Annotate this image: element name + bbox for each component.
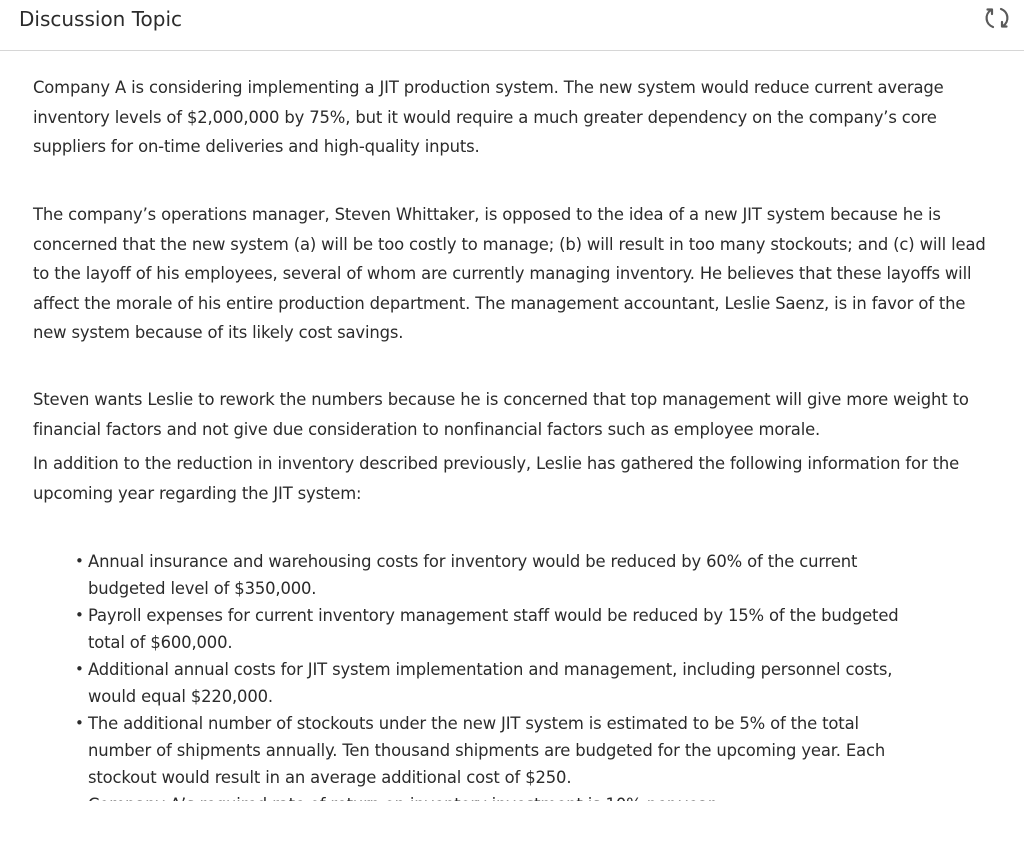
refresh-icon[interactable] (982, 3, 1012, 33)
bullet-list (33, 548, 903, 818)
paragraph: In addition to the reduction in inventory described previously, Leslie has gathered the following information for the upcoming year regarding the JIT system: (33, 454, 960, 503)
list-item: • Additional annual costs for JIT system implementation and management, including personnel costs, would equal $220,000. (33, 656, 903, 710)
paragraph: Company A is considering implementing a JIT production system. The new system would reduce current average inventory levels of $2,000,000 by 75%, but it would require a much greater dependency on the company’s core suppliers for on-time deliveries and high-quality inputs. (33, 78, 944, 156)
page-title: Discussion Topic (19, 7, 183, 31)
list-item: • The additional number of stockouts under the new JIT system is estimated to be 5% of the total number of shipments annually. Ten thousand shipments are budgeted for the upcoming year. Each stockout would result in an average additional cost of $250. (33, 710, 903, 791)
paragraph: Steven wants Leslie to rework the numbers because he is concerned that top management will give more weight to financial factors and not give due consideration to nonfinancial factors such as employee morale. (33, 390, 969, 439)
paragraph: The company’s operations manager, Steven Whittaker, is opposed to the idea of a new JIT system because he is concerned that the new system (a) will be too costly to manage; (b) will result in too many stockouts; and (c) will lead to the layoff of his employees, several of whom are currently managing inventory. He believes that these layoffs will affect the morale of his entire production department. The management accountant, Leslie Saenz, is in favor of the new system because of its likely cost savings. (33, 205, 986, 342)
page-header (0, 0, 1024, 51)
list-item: • Payroll expenses for current inventory management staff would be reduced by 15% of the budgeted total of $600,000. (33, 602, 903, 656)
scroll-clip (0, 801, 1024, 861)
list-item: • Annual insurance and warehousing costs for inventory would be reduced by 60% of the current budgeted level of $350,000. (33, 548, 903, 602)
